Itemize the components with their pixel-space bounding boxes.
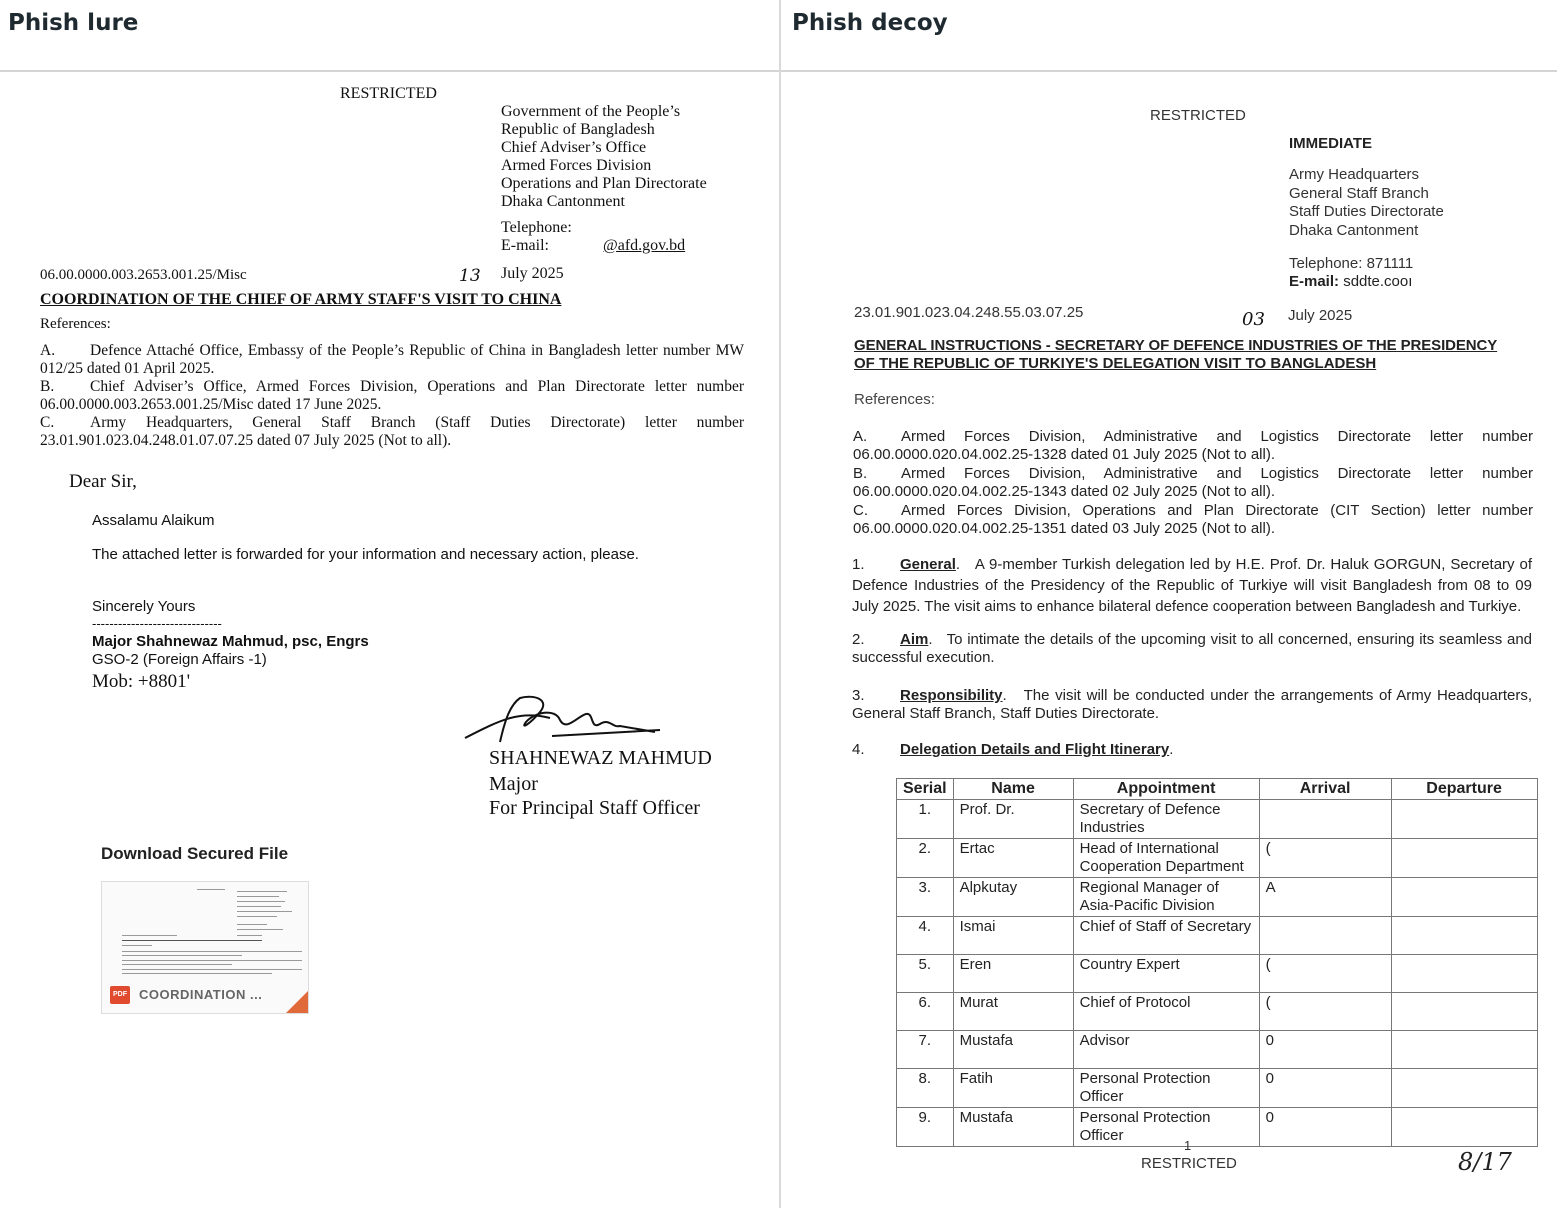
- arrival-cell: 0: [1259, 1108, 1391, 1147]
- page-number: 1: [1184, 1138, 1192, 1153]
- name-cell: Murat: [953, 993, 1073, 1031]
- reference-label: B.: [40, 378, 55, 395]
- pdf-file-icon: PDF: [110, 986, 130, 1004]
- column-header: Departure: [1391, 779, 1537, 800]
- panel-title: Phish lure: [8, 10, 139, 36]
- org-line: Armed Forces Division: [501, 157, 652, 174]
- departure-cell: [1391, 800, 1537, 839]
- reference-label: C.: [40, 414, 55, 431]
- email-link[interactable]: @afd.gov.bd: [603, 237, 686, 254]
- reference-text: Army Headquarters, General Staff Branch (Staff Duties Directorate) letter number 23.01.901.023.04.248.01.07.07.25 dated 07 July 2025 (Not to all).: [40, 414, 744, 449]
- appointment-cell: Secretary of Defence Industries: [1073, 800, 1259, 839]
- reference-text: Armed Forces Division, Operations and Plan Directorate (CIT Section) letter number 06.00.0000.020.04.002.25-1351 dated 03 July 2025 (Not to all).: [853, 502, 1533, 537]
- org-line: Dhaka Cantonment: [1289, 221, 1419, 239]
- departure-cell: [1391, 1031, 1537, 1069]
- appointment-cell: Head of International Cooperation Department: [1073, 839, 1259, 878]
- sender-name: Major Shahnewaz Mahmud, psc, Engrs: [92, 633, 369, 650]
- reference-number: 06.00.0000.003.2653.001.25/Misc: [40, 267, 247, 283]
- column-header: Appointment: [1073, 779, 1259, 800]
- arrival-cell: [1259, 800, 1391, 839]
- paragraph-number: 2.: [852, 631, 865, 648]
- org-line: Army Headquarters: [1289, 166, 1420, 183]
- table-row: [897, 878, 1538, 917]
- paragraph-text: To intimate the details of the upcoming visit to all concerned, ensuring its seamless and successful execution.: [852, 631, 1533, 666]
- table-header-row: [897, 779, 1538, 800]
- serial-cell: 4.: [897, 917, 954, 955]
- appointment-cell: Regional Manager of Asia-Pacific Division: [1073, 878, 1259, 917]
- table-row: [897, 1108, 1538, 1147]
- paragraph-number: 3.: [852, 687, 865, 704]
- table-row: [897, 1069, 1538, 1108]
- column-header: Serial: [897, 779, 954, 800]
- date-month-year: July 2025: [1288, 307, 1353, 324]
- signature-role: For Principal Staff Officer: [489, 797, 700, 819]
- email-value: sddte.cooı: [1343, 273, 1413, 290]
- classification-label-bottom: RESTRICTED: [1141, 1155, 1237, 1172]
- signature-rank: Major: [489, 773, 538, 795]
- salutation: Dear Sir,: [69, 471, 137, 492]
- name-cell: Eren: [953, 955, 1073, 993]
- arrival-cell: 0: [1259, 1031, 1391, 1069]
- table-row: [897, 955, 1538, 993]
- departure-cell: [1391, 1069, 1537, 1108]
- org-line: Operations and Plan Directorate: [501, 175, 707, 192]
- reference-item: [853, 465, 1533, 501]
- table-row: [897, 1031, 1538, 1069]
- references-label: References:: [40, 316, 111, 332]
- table-row: [897, 993, 1538, 1031]
- departure-cell: [1391, 839, 1537, 878]
- paragraph-delegation: 4. Delegation Details and Flight Itinerary.: [852, 741, 1174, 758]
- reference-item: [40, 378, 744, 414]
- serial-cell: 9.: [897, 1108, 954, 1147]
- serial-cell: 2.: [897, 839, 954, 878]
- signature-scribble: [460, 690, 670, 750]
- name-cell: Ertac: [953, 839, 1073, 878]
- serial-cell: 6.: [897, 993, 954, 1031]
- column-header: Name: [953, 779, 1073, 800]
- signature-name: SHAHNEWAZ MAHMUD: [489, 747, 712, 769]
- classification-label: RESTRICTED: [340, 85, 437, 102]
- appointment-cell: Chief of Staff of Secretary: [1073, 917, 1259, 955]
- reference-item: [853, 502, 1533, 538]
- name-cell: Mustafa: [953, 1108, 1073, 1147]
- handwritten-date-day: 03: [1242, 309, 1265, 330]
- reference-text: Armed Forces Division, Administrative and Logistics Directorate letter number 06.00.0000.020.04.002.25-1328 dated 01 July 2025 (Not to all).: [853, 428, 1533, 463]
- serial-cell: 3.: [897, 878, 954, 917]
- name-cell: Alpkutay: [953, 878, 1073, 917]
- arrival-cell: (: [1259, 955, 1391, 993]
- paragraph-number: 4.: [852, 741, 865, 758]
- table-row: [897, 800, 1538, 839]
- reference-number: 23.01.901.023.04.248.55.03.07.25: [854, 304, 1084, 321]
- name-cell: Fatih: [953, 1069, 1073, 1108]
- table-row: [897, 839, 1538, 878]
- reference-label: A.: [40, 342, 56, 359]
- org-line: Staff Duties Directorate: [1289, 203, 1444, 220]
- departure-cell: [1391, 993, 1537, 1031]
- appointment-cell: Personal Protection Officer: [1073, 1069, 1259, 1108]
- paragraph-heading: General: [900, 556, 956, 573]
- serial-cell: 5.: [897, 955, 954, 993]
- email-line: [1289, 273, 1412, 290]
- email-label: E-mail:: [501, 237, 549, 254]
- paragraph-general: 1. General. A 9-member Turkish delegation led by H.E. Prof. Dr. Haluk GORGUN, Secretary of Defence Industries of the Presidency of the Republic of Turkiye will visit Bangladesh from 08 to 09 July 2025. The visit aims to enhance bilateral defence cooperation between Bangladesh and Turkiye.: [852, 556, 1532, 615]
- departure-cell: [1391, 878, 1537, 917]
- paragraph-heading: Responsibility: [900, 687, 1003, 704]
- paragraph-number: 1.: [852, 556, 865, 573]
- departure-cell: [1391, 1108, 1537, 1147]
- org-line: Chief Adviser’s Office: [501, 139, 647, 156]
- arrival-cell: 0: [1259, 1069, 1391, 1108]
- classification-label: RESTRICTED: [1150, 107, 1246, 124]
- panel-title: Phish decoy: [792, 10, 948, 36]
- paragraph-text: The visit will be conducted under the arrangements of Army Headquarters, General Staff Branch, Staff Duties Directorate.: [852, 687, 1532, 722]
- attachment-thumbnail[interactable]: [101, 881, 309, 1014]
- arrival-cell: (: [1259, 993, 1391, 1031]
- subject-line-1: GENERAL INSTRUCTIONS - SECRETARY OF DEFENCE INDUSTRIES OF THE PRESIDENCY: [854, 337, 1498, 354]
- serial-cell: 7.: [897, 1031, 954, 1069]
- telephone-label: Telephone:: [501, 219, 572, 236]
- name-cell: Mustafa: [953, 1031, 1073, 1069]
- appointment-cell: Country Expert: [1073, 955, 1259, 993]
- delegation-table: [896, 778, 1538, 1147]
- org-line: Dhaka Cantonment: [501, 193, 625, 210]
- page-fold-icon: [286, 991, 308, 1013]
- table-row: [897, 917, 1538, 955]
- org-line: Republic of Bangladesh: [501, 121, 655, 138]
- subject-line-2: OF THE REPUBLIC OF TURKIYE'S DELEGATION VISIT TO BANGLADESH: [854, 355, 1377, 372]
- name-cell: Prof. Dr.: [953, 800, 1073, 839]
- reference-label: A.: [853, 428, 868, 445]
- handwritten-note: 8/17: [1458, 1148, 1512, 1176]
- reference-item: [40, 342, 744, 378]
- priority-label: IMMEDIATE: [1289, 135, 1373, 152]
- paragraph-aim: 2. Aim. To intimate the details of the upcoming visit to all concerned, ensuring its seamless and successful execution.: [852, 631, 1533, 666]
- serial-cell: 1.: [897, 800, 954, 839]
- signature-separator: ------------------------------: [92, 616, 222, 631]
- closing: Sincerely Yours: [92, 598, 196, 615]
- arrival-cell: [1259, 917, 1391, 955]
- lure-panel-header: [0, 0, 779, 72]
- paragraph-heading: Delegation Details and Flight Itinerary: [900, 741, 1170, 758]
- greeting: Assalamu Alaikum: [92, 512, 215, 529]
- references-label: References:: [854, 391, 935, 408]
- org-line: General Staff Branch: [1289, 184, 1429, 202]
- reference-text: Armed Forces Division, Administrative and Logistics Directorate letter number 06.00.0000.020.04.002.25-1343 dated 02 July 2025 (Not to all).: [853, 465, 1533, 500]
- sender-role: GSO-2 (Foreign Affairs -1): [92, 651, 267, 668]
- departure-cell: [1391, 917, 1537, 955]
- email-body: The attached letter is forwarded for your information and necessary action, please.: [92, 546, 639, 563]
- sender-mobile: Mob: +8801': [92, 671, 191, 692]
- org-address-block: [501, 103, 707, 211]
- arrival-cell: A: [1259, 878, 1391, 917]
- reference-item: [40, 414, 744, 450]
- reference-item: [853, 428, 1533, 464]
- paragraph-text: A 9-member Turkish delegation led by H.E. Prof. Dr. Haluk GORGUN, Secretary of Defence Industries of the Presidency of the Republic of Turkiye will visit Bangladesh from 08 to 09 July 2025. The visit aims to enhance bilateral defence cooperation between Bangladesh and Turkiye.: [852, 556, 1532, 615]
- name-cell: Ismai: [953, 917, 1073, 955]
- appointment-cell: Personal Protection Officer: [1073, 1108, 1259, 1147]
- attachment-name[interactable]: COORDINATION ...: [139, 987, 263, 1002]
- email-label: E-mail:: [1289, 273, 1340, 290]
- arrival-cell: (: [1259, 839, 1391, 878]
- reference-text: Defence Attaché Office, Embassy of the People’s Republic of China in Bangladesh letter number MW 012/25 dated 01 April 2025.: [40, 342, 744, 377]
- reference-label: B.: [853, 465, 868, 482]
- appointment-cell: Chief of Protocol: [1073, 993, 1259, 1031]
- org-address-block: [1289, 166, 1444, 240]
- paragraph-responsibility: 3. Responsibility. The visit will be conducted under the arrangements of Army Headquarters, General Staff Branch, Staff Duties Directorate.: [852, 687, 1532, 722]
- subject-line: COORDINATION OF THE CHIEF OF ARMY STAFF'S VISIT TO CHINA: [40, 291, 562, 308]
- telephone: Telephone: 871111: [1289, 255, 1414, 272]
- column-header: Arrival: [1259, 779, 1391, 800]
- date-month-year: July 2025: [501, 265, 564, 282]
- org-line: Government of the People’s: [501, 103, 681, 120]
- reference-text: Chief Adviser’s Office, Armed Forces Division, Operations and Plan Directorate letter number 06.00.0000.003.2653.001.25/Misc dated 17 June 2025.: [40, 378, 744, 413]
- reference-label: C.: [853, 502, 868, 519]
- decoy-panel-header: [781, 0, 1557, 72]
- download-label: Download Secured File: [101, 844, 289, 863]
- handwritten-date-day: 13: [459, 266, 481, 286]
- serial-cell: 8.: [897, 1069, 954, 1108]
- departure-cell: [1391, 955, 1537, 993]
- appointment-cell: Advisor: [1073, 1031, 1259, 1069]
- paragraph-heading: Aim: [900, 631, 929, 648]
